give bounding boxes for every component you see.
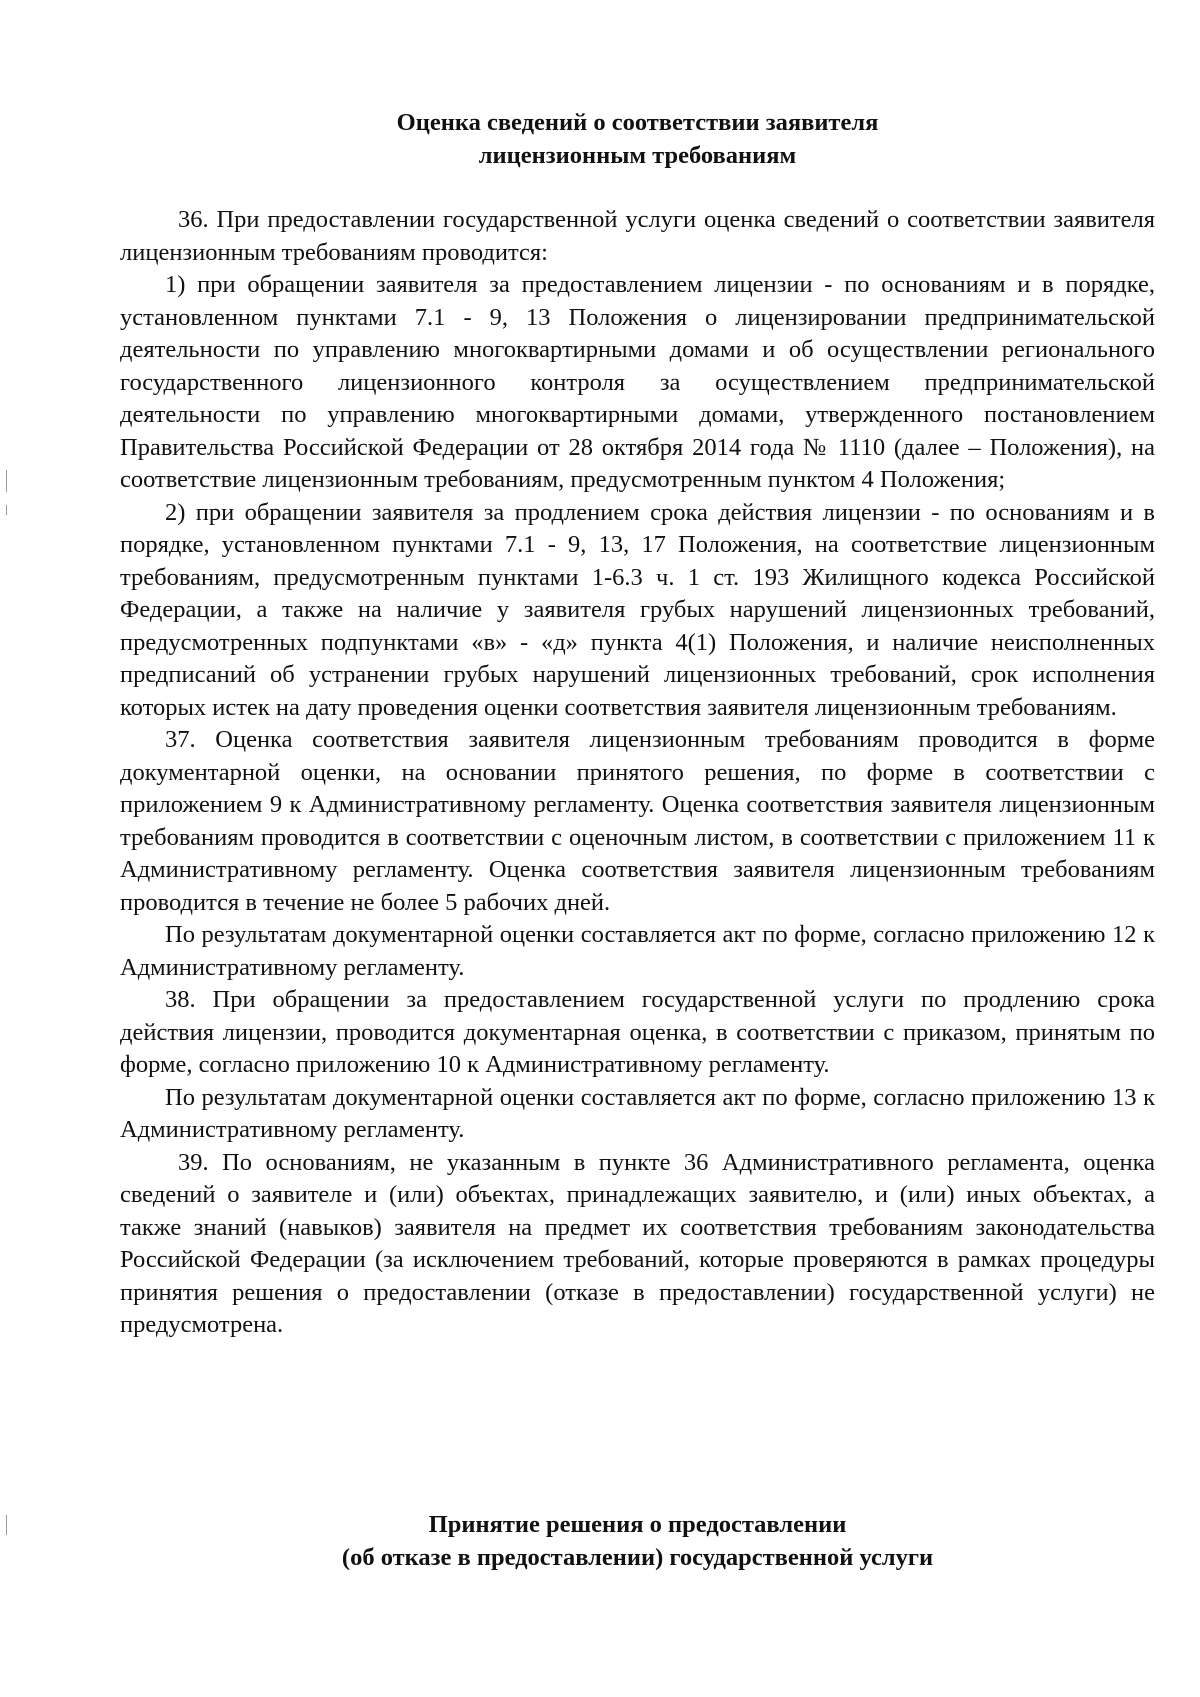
paragraph-36-item-2: 2) при обращении заявителя за продлением срока действия лицензии - по основаниям и в порядке, установленном пунктами 7.1 - 9, 13, 17 Положения, на соответствие лицензионным требованиям, предусмотренным пунктами 1-6.3 ч. 1 ст. 193 Жилищного кодекса Российской Федерации, а также на наличие у заявителя грубых нарушений лицензионных требований, предусмотренных подпунктами «в» - «д» пункта 4(1) Положения, и наличие неисполненных предписаний об устранении грубых нарушений лицензионных требований, срок исполнения которых истек на дату проведения оценки соответствия заявителя лицензионным требованиям. [120, 498, 1155, 721]
paragraph-38: 38. При обращении за предоставлением государственной услуги по продлению срока действия лицензии, проводится документарная оценка, в соответствии с приказом, принятым по форме, согласно приложению 10 к Административному регламенту. [120, 986, 1155, 1078]
section-heading [120, 106, 1155, 172]
section-heading-line: (об отказе в предоставлении) государственной услуги [341, 1544, 934, 1571]
paragraph-36-item-1: 1) при обращении заявителя за предоставлением лицензии - по основаниям и в порядке, установленном пунктами 7.1 - 9, 13 Положения о лицензировании предпринимательской деятельности по управлению многоквартирными домами и об осуществлении регионального государственного лицензионного контроля за осуществлением предпринимательской деятельности по управлению многоквартирными домами, утвержденного постановлением Правительства Российской Федерации от 28 октября 2014 года № 1110 (далее – Положения), на соответствие лицензионным требованиям, предусмотренным пунктом 4 Положения; [120, 271, 1155, 493]
scan-margin-mark [6, 1515, 7, 1535]
scan-margin-mark [6, 505, 7, 515]
paragraph-37: 37. Оценка соответствия заявителя лицензионным требованиям проводится в форме документарной оценки, на основании принятого решения, по форме в соответствии с приложением 9 к Административному регламенту. Оценка соответствия заявителя лицензионным требованиям проводится в соответствии с оценочным листом, в соответствии с приложением 11 к Административному регламенту. Оценка соответствия заявителя лицензионным требованиям проводится в течение не более 5 рабочих дней. [120, 726, 1155, 916]
section-heading-line: Оценка сведений о соответствии заявителя [396, 109, 879, 136]
section-heading-line: лицензионным требованиям [478, 142, 797, 169]
paragraph-37-act: По результатам документарной оценки составляется акт по форме, согласно приложению 12 к Административному регламенту. [120, 921, 1155, 981]
paragraph-39: 39. По основаниям, не указанным в пункте 36 Административного регламента, оценка сведений о заявителе и (или) объектах, принадлежащих заявителю, и (или) иных объектах, а также знаний (навыков) заявителя на предмет их соответствия требованиям законодательства Российской Федерации (за исключением требований, которые проверяются в рамках процедуры принятия решения о предоставлении (отказе в предоставлении) государственной услуги) не предусмотрена. [120, 1148, 1155, 1338]
paragraph-36: 36. При предоставлении государственной услуги оценка сведений о соответствии заявителя лицензионным требованиям проводится: [120, 206, 1155, 266]
section-heading [120, 1508, 1155, 1574]
paragraph-38-act: По результатам документарной оценки составляется акт по форме, согласно приложению 13 к Административному регламенту. [120, 1083, 1155, 1143]
scan-margin-mark [6, 470, 7, 492]
document-body [120, 204, 1155, 1342]
section-heading-line: Принятие решения о предоставлении [428, 1511, 847, 1538]
